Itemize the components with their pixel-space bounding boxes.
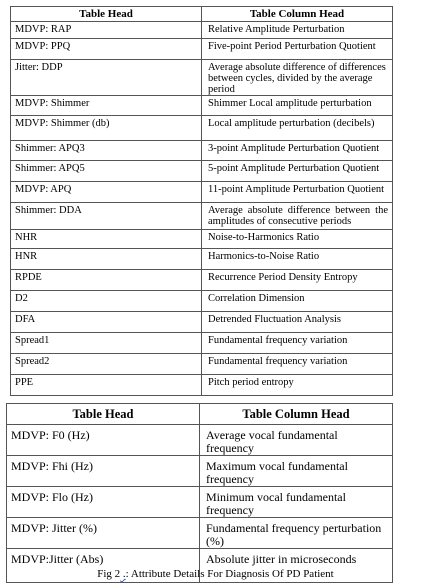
attribute-name-cell: MDVP: RAP — [11, 22, 202, 39]
table-row — [11, 161, 393, 182]
attribute-table-1 — [10, 6, 393, 396]
attribute-description-cell: Local amplitude perturbation (decibels) — [202, 116, 393, 141]
column-header-table-column-head: Table Column Head — [202, 7, 393, 22]
table-row — [11, 249, 393, 270]
attribute-description-cell: Fundamental frequency perturbation (%) — [200, 518, 393, 549]
table-row — [11, 182, 393, 203]
table-row — [11, 60, 393, 96]
table-row — [11, 22, 393, 39]
attribute-name-cell: PPE — [11, 375, 202, 396]
table-row — [11, 354, 393, 375]
attribute-description-cell: Correlation Dimension — [202, 291, 393, 312]
table-row — [11, 230, 393, 249]
figure-caption — [0, 568, 431, 580]
attribute-description-cell: Fundamental frequency variation — [202, 333, 393, 354]
attribute-name-cell: HNR — [11, 249, 202, 270]
attribute-name-cell: D2 — [11, 291, 202, 312]
attribute-description-cell: Average vocal fundamental frequency — [200, 425, 393, 456]
table-row — [7, 487, 393, 518]
table-row — [11, 96, 393, 116]
attribute-name-cell: MDVP: Fhi (Hz) — [7, 456, 200, 487]
attribute-description-cell: Fundamental frequency variation — [202, 354, 393, 375]
attribute-name-cell: Shimmer: DDA — [11, 203, 202, 230]
attribute-name-cell: MDVP:Jitter (Abs) — [7, 549, 200, 583]
table-row — [11, 375, 393, 396]
attribute-description-cell: Harmonics-to-Noise Ratio — [202, 249, 393, 270]
attribute-name-cell: MDVP: PPQ — [11, 39, 202, 60]
caption-squiggle-mark: . — [120, 568, 126, 580]
attribute-description-cell: Pitch period entropy — [202, 375, 393, 396]
attribute-description-cell: Average absolute difference between the amplitudes of consecutive periods — [202, 203, 393, 230]
attribute-description-cell: 5-point Amplitude Perturbation Quotient — [202, 161, 393, 182]
attribute-description-cell: Noise-to-Harmonics Ratio — [202, 230, 393, 249]
attribute-name-cell: Shimmer: APQ3 — [11, 141, 202, 161]
attribute-description-cell: Minimum vocal fundamental frequency — [200, 487, 393, 518]
attribute-name-cell: MDVP: F0 (Hz) — [7, 425, 200, 456]
table-header-row — [11, 7, 393, 22]
attribute-name-cell: Spread1 — [11, 333, 202, 354]
attribute-name-cell: MDVP: Jitter (%) — [7, 518, 200, 549]
table-row — [11, 116, 393, 141]
attribute-description-cell: 11-point Amplitude Perturbation Quotient — [202, 182, 393, 203]
attribute-description-cell: Shimmer Local amplitude perturbation — [202, 96, 393, 116]
table-row — [7, 425, 393, 456]
attribute-name-cell: Spread2 — [11, 354, 202, 375]
caption-text: : Attribute Details For Diagnosis Of PD Patient — [125, 568, 334, 580]
caption-figure-number: Fig 2 — [97, 568, 121, 580]
attribute-name-cell: Jitter: DDP — [11, 60, 202, 96]
table-row — [11, 333, 393, 354]
table-row — [11, 291, 393, 312]
attribute-name-cell: MDVP: Shimmer — [11, 96, 202, 116]
table-row — [11, 203, 393, 230]
attribute-description-cell: Detrended Fluctuation Analysis — [202, 312, 393, 333]
table-row — [11, 141, 393, 161]
attribute-name-cell: MDVP: Shimmer (db) — [11, 116, 202, 141]
column-header-table-head: Table Head — [7, 404, 200, 425]
table-header-row — [7, 404, 393, 425]
attribute-table-2 — [6, 403, 393, 583]
attribute-name-cell: NHR — [11, 230, 202, 249]
attribute-description-cell: Average absolute difference of differences between cycles, divided by the average period — [202, 60, 393, 96]
table-row — [11, 39, 393, 60]
attribute-description-cell: Recurrence Period Density Entropy — [202, 270, 393, 291]
attribute-name-cell: RPDE — [11, 270, 202, 291]
attribute-name-cell: MDVP: Flo (Hz) — [7, 487, 200, 518]
attribute-description-cell: Five-point Period Perturbation Quotient — [202, 39, 393, 60]
table-row — [7, 456, 393, 487]
attribute-name-cell: DFA — [11, 312, 202, 333]
attribute-description-cell: Maximum vocal fundamental frequency — [200, 456, 393, 487]
column-header-table-head: Table Head — [11, 7, 202, 22]
column-header-table-column-head: Table Column Head — [200, 404, 393, 425]
table-row — [11, 312, 393, 333]
table-row — [11, 270, 393, 291]
attribute-description-cell: Relative Amplitude Perturbation — [202, 22, 393, 39]
attribute-name-cell: MDVP: APQ — [11, 182, 202, 203]
attribute-description-cell: 3-point Amplitude Perturbation Quotient — [202, 141, 393, 161]
attribute-name-cell: Shimmer: APQ5 — [11, 161, 202, 182]
attribute-description-cell: Absolute jitter in microseconds — [200, 549, 393, 583]
table-row — [7, 518, 393, 549]
